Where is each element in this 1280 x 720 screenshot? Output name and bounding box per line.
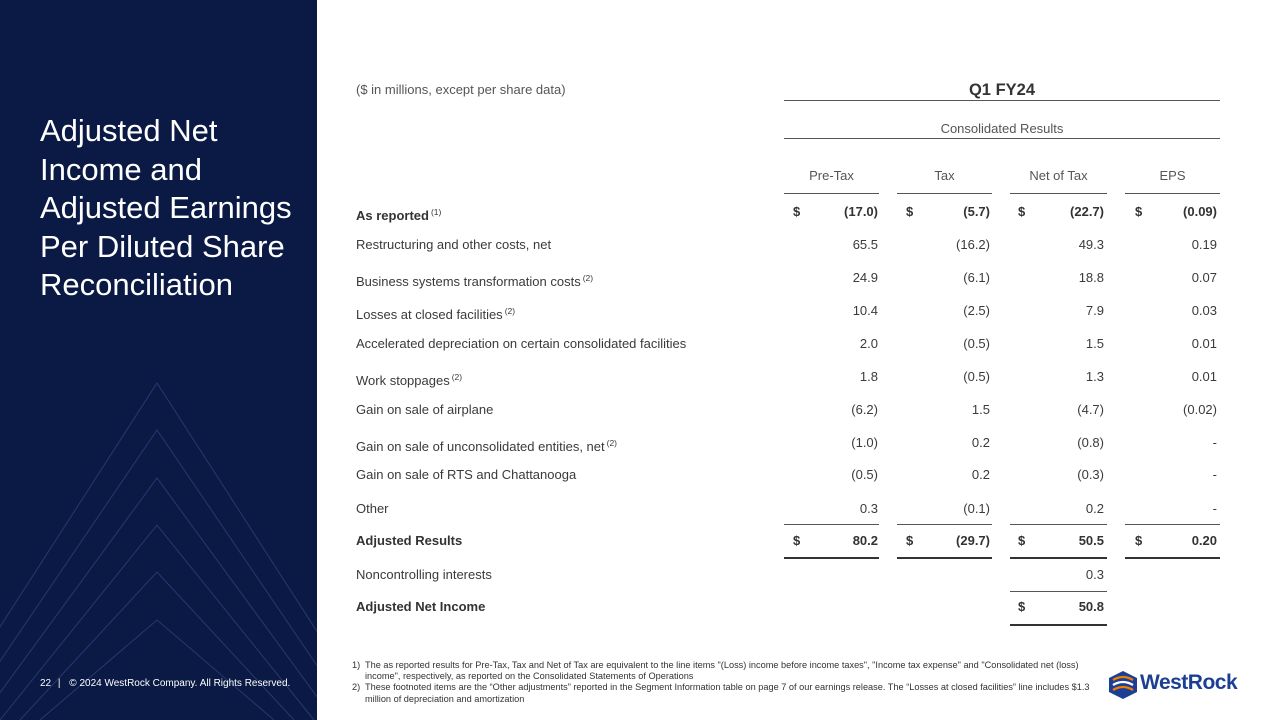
currency-symbol: $	[1018, 533, 1026, 548]
period-header: Q1 FY24	[968, 81, 1036, 99]
cell-tax: (0.5)	[963, 336, 990, 351]
row-label-other: Other	[356, 501, 389, 516]
cell-noncontrolling-value: 0.3	[1085, 567, 1104, 582]
footnote-1	[352, 660, 1097, 682]
cell-net-of-tax: 49.3	[1078, 237, 1104, 252]
subtotal-line-tax	[897, 524, 992, 525]
cell-pretax: (6.2)	[851, 402, 878, 417]
cell-eps: 0.03	[1191, 303, 1217, 318]
page-number: 22	[40, 678, 52, 689]
subtotal-line-eps	[1125, 524, 1220, 525]
copyright-text: © 2024 WestRock Company. All Rights Reserved.	[69, 678, 291, 689]
cell-eps: 0.01	[1191, 369, 1217, 384]
cell-pretax: (1.0)	[851, 435, 878, 450]
column-header-eps: EPS	[1159, 168, 1186, 183]
left-panel	[0, 0, 317, 720]
adjusted-net-income-underline	[1010, 624, 1107, 626]
subtotal-line-net-of-tax	[1010, 524, 1107, 525]
noncontrolling-underline	[1010, 591, 1107, 592]
cell-eps: 0.20	[1191, 533, 1217, 548]
cell-net-of-tax: 50.5	[1078, 533, 1104, 548]
total-line-pretax	[784, 557, 879, 559]
row-label-gain-airplane: Gain on sale of airplane	[356, 402, 494, 417]
footer-separator: |	[57, 678, 61, 689]
column-underline-net-of-tax	[1010, 193, 1107, 194]
row-label-restructuring: Restructuring and other costs, net	[356, 237, 552, 252]
cell-pretax: 10.4	[852, 303, 878, 318]
cell-eps: -	[1212, 501, 1217, 516]
cell-tax: 1.5	[971, 402, 990, 417]
cell-net-of-tax: 7.9	[1085, 303, 1104, 318]
column-underline-pretax	[784, 193, 879, 194]
westrock-logo-icon	[1108, 670, 1138, 700]
slide-footer	[40, 678, 290, 689]
currency-symbol: $	[906, 204, 914, 219]
column-underline-tax	[897, 193, 992, 194]
cell-net-of-tax: (0.8)	[1077, 435, 1104, 450]
cell-pretax: 1.8	[859, 369, 878, 384]
row-label-text: As reported	[356, 208, 429, 223]
currency-symbol: $	[1018, 599, 1026, 614]
footnote-ref: (2)	[606, 438, 618, 448]
column-header-tax: Tax	[934, 168, 955, 183]
currency-symbol: $	[906, 533, 914, 548]
cell-net-of-tax: 1.5	[1085, 336, 1104, 351]
total-line-net-of-tax	[1010, 557, 1107, 559]
currency-symbol: $	[793, 533, 801, 548]
row-label-accelerated-depreciation: Accelerated depreciation on certain consolidated facilities	[356, 336, 687, 351]
row-label-gain-rts: Gain on sale of RTS and Chattanooga	[356, 467, 577, 482]
total-line-eps	[1125, 557, 1220, 559]
cell-tax: (29.7)	[956, 533, 990, 548]
cell-tax: (6.1)	[963, 270, 990, 285]
currency-symbol: $	[1018, 204, 1026, 219]
westrock-logo	[1108, 669, 1248, 701]
row-label-closed-facilities	[356, 303, 515, 323]
footnote-ref: (2)	[451, 372, 463, 382]
cell-pretax: 2.0	[859, 336, 878, 351]
currency-symbol: $	[793, 204, 801, 219]
row-label-work-stoppages	[356, 369, 462, 389]
currency-symbol: $	[1135, 533, 1143, 548]
column-header-net-of-tax: Net of Tax	[1029, 168, 1088, 183]
group-header: Consolidated Results	[940, 121, 1064, 136]
cell-net-of-tax: (4.7)	[1077, 402, 1104, 417]
cell-pretax: 80.2	[852, 533, 878, 548]
footnote-ref: (2)	[582, 273, 594, 283]
cell-pretax: 0.3	[859, 501, 878, 516]
cell-net-of-tax: (0.3)	[1077, 467, 1104, 482]
units-note: ($ in millions, except per share data)	[356, 82, 566, 97]
cell-eps: (0.02)	[1183, 402, 1217, 417]
row-label-noncontrolling: Noncontrolling interests	[356, 567, 492, 582]
cell-tax: 0.2	[971, 435, 990, 450]
cell-tax: (0.5)	[963, 369, 990, 384]
row-label-business-systems	[356, 270, 593, 290]
cell-eps: -	[1212, 435, 1217, 450]
cell-net-of-tax: 18.8	[1078, 270, 1104, 285]
cell-net-of-tax: 0.2	[1085, 501, 1104, 516]
footnote-ref: (2)	[504, 306, 516, 316]
group-underline	[784, 138, 1220, 139]
cell-tax: 0.2	[971, 467, 990, 482]
row-label-as-reported	[356, 204, 441, 224]
cell-eps: 0.01	[1191, 336, 1217, 351]
period-underline	[784, 100, 1220, 101]
cell-pretax: 65.5	[852, 237, 878, 252]
footnote-number: 2)	[352, 682, 361, 693]
footnotes	[352, 660, 1097, 705]
column-underline-eps	[1125, 193, 1220, 194]
cell-tax: (5.7)	[963, 204, 990, 219]
cell-adjusted-net-income-value: 50.8	[1078, 599, 1104, 614]
row-label-text: Work stoppages	[356, 373, 450, 388]
cell-eps: -	[1212, 467, 1217, 482]
cell-eps: 0.07	[1191, 270, 1217, 285]
westrock-logo-text: WestRock	[1140, 671, 1238, 694]
footnote-text: The as reported results for Pre-Tax, Tax and Net of Tax are equivalent to the line items "(Loss) income before income taxes", "Income tax expense" and "Consolidated net (loss) income", respectively, as reported on the Consolidated Statements of Operations	[365, 660, 1079, 682]
cell-eps: 0.19	[1191, 237, 1217, 252]
subtotal-line-pretax	[784, 524, 879, 525]
footnote-number: 1)	[352, 660, 361, 670]
footnote-ref: (1)	[430, 207, 442, 217]
cell-net-of-tax: 1.3	[1085, 369, 1104, 384]
cell-tax: (2.5)	[963, 303, 990, 318]
total-line-tax	[897, 557, 992, 559]
footnote-2	[352, 682, 1097, 704]
row-label-adjusted-net-income: Adjusted Net Income	[356, 599, 486, 614]
row-label-adjusted-results: Adjusted Results	[356, 533, 463, 548]
row-label-gain-unconsolidated	[356, 435, 617, 455]
row-label-text: Business systems transformation costs	[356, 274, 581, 289]
cell-tax: (16.2)	[956, 237, 990, 252]
column-header-pretax: Pre-Tax	[809, 168, 854, 183]
currency-symbol: $	[1135, 204, 1143, 219]
cell-pretax: (0.5)	[851, 467, 878, 482]
chevron-pattern-decoration	[0, 0, 317, 720]
slide-title: Adjusted Net Income and Adjusted Earnings Per Diluted Share Reconciliation	[40, 113, 292, 302]
cell-tax: (0.1)	[963, 501, 990, 516]
cell-pretax: 24.9	[852, 270, 878, 285]
cell-eps: (0.09)	[1183, 204, 1217, 219]
cell-net-of-tax: (22.7)	[1070, 204, 1104, 219]
cell-pretax: (17.0)	[844, 204, 878, 219]
row-label-text: Gain on sale of unconsolidated entities, net	[356, 439, 605, 454]
row-label-text: Losses at closed facilities	[356, 307, 503, 322]
footnote-text: These footnoted items are the “Other adjustments” reported in the Segment Information table on page 7 of our earnings release. The “Losses at closed facilities” line includes $1.3 million of depreciation and amortization	[365, 682, 1090, 704]
